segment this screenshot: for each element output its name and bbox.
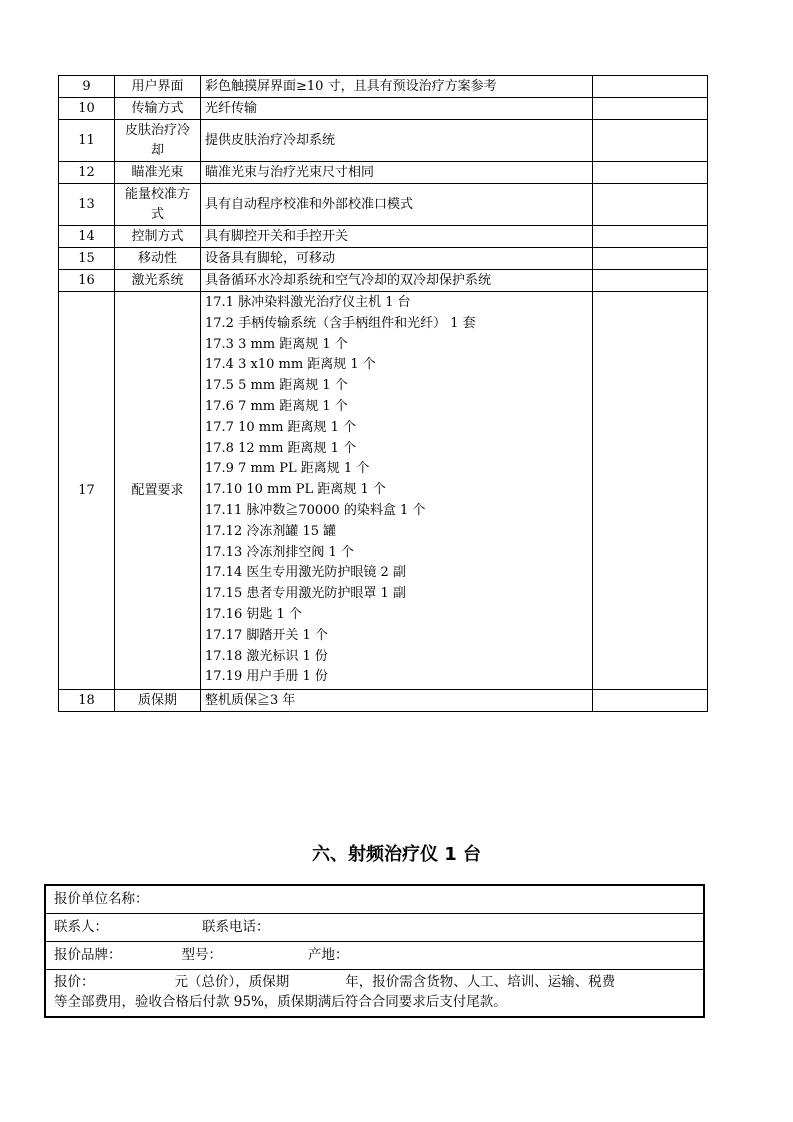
config-item: 17.9 7 mm PL 距离规 1 个 [205,461,370,477]
price-field [45,969,704,1017]
price-label: 报价： [54,973,95,990]
item-name: 控制方式 [115,226,201,248]
config-item: 17.4 3 x10 mm 距离规 1 个 [205,357,376,373]
config-item: 17.2 手柄传输系统（含手柄组件和光纤） 1 套 [205,315,476,331]
company-field [45,885,704,913]
item-name: 瞄准光束 [115,162,201,184]
row-number: 10 [59,98,115,120]
brand-label: 报价品牌： [54,947,122,963]
item-name: 配置要求 [115,292,201,690]
contact-field [45,913,704,941]
origin-label: 产地： [308,947,349,963]
config-list [201,292,593,690]
config-item: 17.8 12 mm 距离规 1 个 [205,440,357,456]
table-row [59,120,708,162]
config-item: 17.1 脉冲染料激光治疗仪主机 1 台 [205,295,411,310]
row-number: 11 [59,120,115,162]
table-row-config [59,292,708,690]
table-row [59,184,708,226]
response-cell [593,98,708,120]
response-cell [593,690,708,712]
section-title: 六、射频治疗仪 1 台 [311,844,482,865]
spec-table [58,75,708,712]
item-requirement: 具有自动程序校准和外部校准口模式 [201,184,593,226]
item-name: 用户界面 [115,76,201,98]
item-requirement: 提供皮肤治疗冷却系统 [201,120,593,162]
response-cell [593,226,708,248]
config-item: 17.19 用户手册 1 份 [205,669,328,685]
response-cell [593,248,708,270]
config-item: 17.14 医生专用激光防护眼镜 2 副 [205,565,406,581]
item-name: 皮肤治疗冷却 [115,120,201,162]
response-cell [593,162,708,184]
response-cell [593,76,708,98]
item-requirement: 设备具有脚轮，可移动 [201,248,593,270]
contact-label: 联系人： [54,919,108,935]
config-item: 17.6 7 mm 距离规 1 个 [205,398,348,414]
price-terms: 年，报价需含货物、人工、培训、运输、税费 [345,973,616,990]
response-cell [593,120,708,162]
table-row [59,98,708,120]
price-terms-continued: 等全部费用，验收合格后付款 95%，质保期满后符合合同要求后支付尾款。 [54,993,507,1010]
table-row [59,690,708,712]
config-item: 17.18 激光标识 1 份 [205,648,328,664]
row-number: 16 [59,270,115,292]
config-item: 17.7 10 mm 距离规 1 个 [205,419,357,435]
row-number: 14 [59,226,115,248]
table-row [59,248,708,270]
item-name: 质保期 [115,690,201,712]
row-number: 12 [59,162,115,184]
config-item: 17.16 钥匙 1 个 [205,606,302,622]
item-requirement: 整机质保≧3 年 [201,690,593,712]
table-row [59,76,708,98]
config-item: 17.13 冷冻剂排空阀 1 个 [205,544,354,560]
row-number: 17 [59,292,115,690]
table-row [59,162,708,184]
row-number: 9 [59,76,115,98]
item-requirement: 瞄准光束与治疗光束尺寸相同 [201,162,593,184]
quote-form [44,884,705,1018]
item-name: 传输方式 [115,98,201,120]
item-name: 移动性 [115,248,201,270]
row-number: 13 [59,184,115,226]
price-unit: 元（总价），质保期 [174,973,290,990]
response-cell [593,270,708,292]
config-item: 17.17 脚踏开关 1 个 [205,627,328,643]
config-item: 17.12 冷冻剂罐 15 罐 [205,523,337,539]
phone-label: 联系电话： [202,919,270,935]
config-item: 17.10 10 mm PL 距离规 1 个 [205,482,386,498]
item-requirement: 具备循环水冷却系统和空气冷却的双冷却保护系统 [201,270,593,292]
model-label: 型号： [181,947,222,963]
config-item: 17.15 患者专用激光防护眼罩 1 副 [205,586,406,602]
response-cell [593,292,708,690]
config-item: 17.11 脉冲数≧70000 的染料盒 1 个 [205,502,426,518]
config-item: 17.5 5 mm 距离规 1 个 [205,378,348,394]
brand-field [45,941,704,969]
response-cell [593,184,708,226]
row-number: 18 [59,690,115,712]
table-row [59,226,708,248]
item-name: 激光系统 [115,270,201,292]
item-requirement: 光纤传输 [201,98,593,120]
company-label: 报价单位名称： [54,891,149,908]
item-requirement: 彩色触摸屏界面≥10 寸，且具有预设治疗方案参考 [201,76,593,98]
item-name: 能量校准方式 [115,184,201,226]
config-item: 17.3 3 mm 距离规 1 个 [205,336,348,352]
row-number: 15 [59,248,115,270]
table-row [59,270,708,292]
item-requirement: 具有脚控开关和手控开关 [201,226,593,248]
